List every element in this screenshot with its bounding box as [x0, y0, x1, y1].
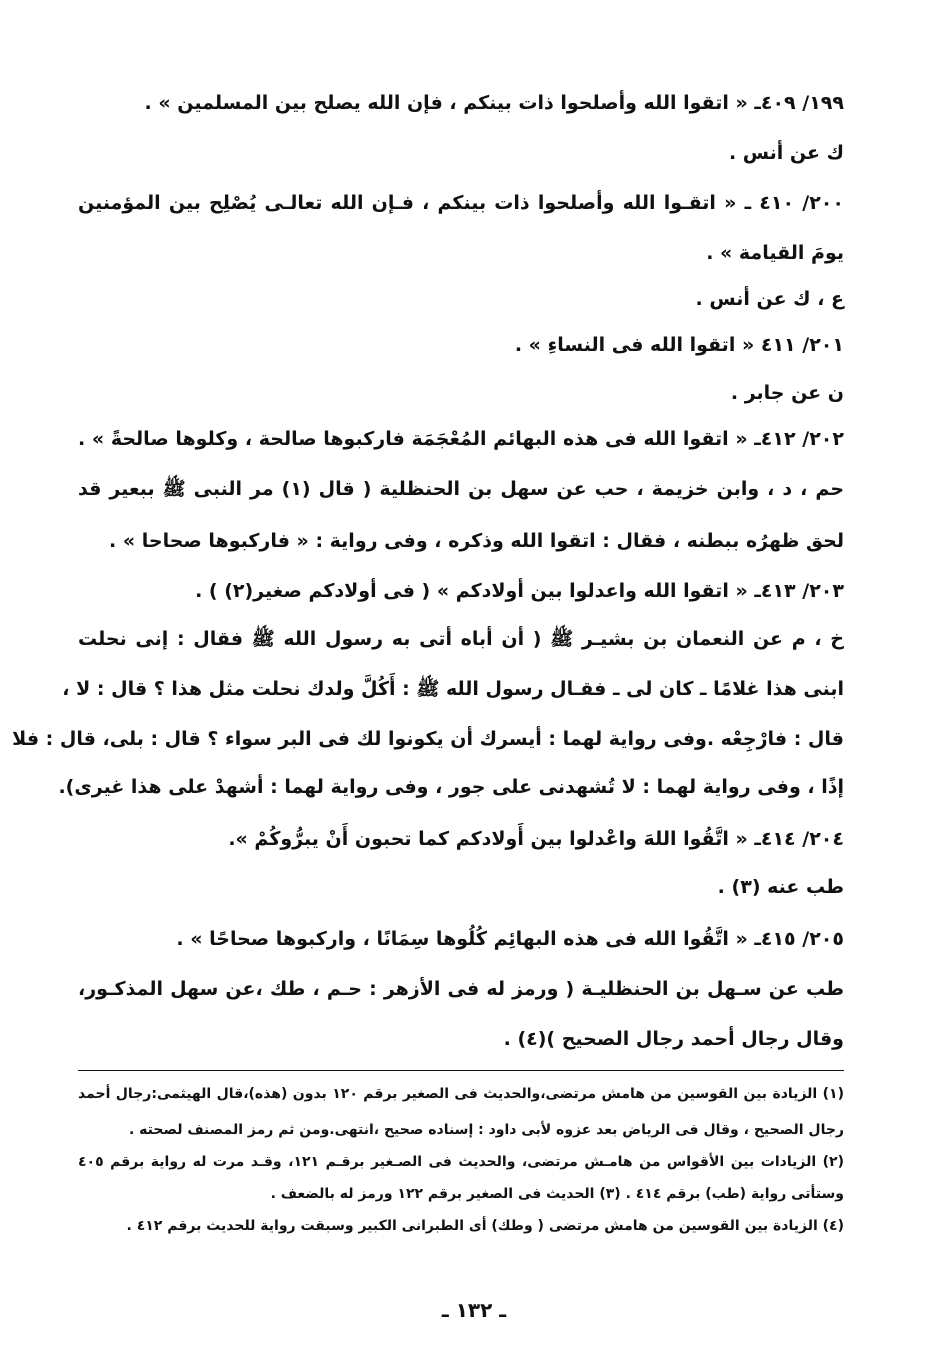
hadith-203-text: ٢٠٣/ ٤١٣ـ « اتقوا الله واعدلوا بين أولادكم » ( فى أولادكم صغير(٢) ) . — [195, 580, 844, 602]
page-number: ـ ١٣٢ ـ — [441, 1298, 507, 1322]
hadith-200-text-line1: ٢٠٠/ ٤١٠ ـ « اتقـوا الله وأصلحوا ذات بينكم ، فـإن الله تعالـى يُصْلِح بين المؤمنين — [78, 192, 844, 214]
hadith-205-source-line1: طب عن سـهل بن الحنظليـة ( ورمز له فى الأزهر : حـم ، طك ،عن سهل المذكـور، — [78, 978, 844, 1000]
hadith-199-text: ١٩٩/ ٤٠٩ـ « اتقوا الله وأصلحوا ذات بينكم ، فإن الله يصلح بين المسلمين » . — [144, 92, 844, 114]
hadith-202-text: ٢٠٢/ ٤١٢ـ « اتقوا الله فى هذه البهائم المُعْجَمَة فاركبوها صالحة ، وكلوها صالحةً » . — [78, 428, 844, 450]
footnote-4: (٤) الزيادة بين القوسين من هامش مرتضى ( وطك) أى الطبرانى الكبير وسبقت رواية للحديث برقم ٤١٢ . — [126, 1218, 844, 1234]
hadith-203-source-line1: خ ، م عن النعمان بن بشيـر ﷺ ( أن أباه أتى به رسول الله ﷺ فقال : إنى نحلت — [78, 628, 844, 650]
hadith-202-source-line1: حم ، د ، وابن خزيمة ، حب عن سهل بن الحنظلية ( قال (١) مر النبى ﷺ ببعير قد — [78, 478, 845, 500]
footnote-2-line1: (٢) الزيادات بين الأقواس من هامـش مرتضى، والحديث فى الصـغير برقـم ١٢١، وقـد مرت له رواية برقم ٤٠٥ — [78, 1154, 844, 1170]
footnote-divider — [78, 1070, 844, 1071]
hadith-205-source-line2: وقال رجال أحمد رجال الصحيح )(٤) . — [503, 1028, 844, 1050]
footnote-1-line1: (١) الزيادة بين القوسين من هامش مرتضى،والحديث فى الصغير برقم ١٢٠ بدون (هذه)،قال الهيثمى:رجال أحمد — [78, 1086, 844, 1102]
footnote-2-3-line: وستأتى رواية (طب) برقم ٤١٤ . (٣) الحديث فى الصغير برقم ١٢٢ ورمز له بالضعف . — [270, 1186, 844, 1202]
hadith-201-source: ن عن جابر . — [730, 382, 844, 404]
hadith-203-source-line3: قال : فارْجِعْه .وفى رواية لهما : أيسرك أن يكونوا لك فى البر سواء ؟ قال : بلى، قال : فلا — [12, 728, 844, 750]
footnote-1-line2: رجال الصحيح ، وقال فى الرياض بعد عزوه لأبى داود : إسناده صحيح ،انتهى.ومن ثم رمز المصنف لصحته . — [128, 1122, 844, 1138]
hadith-200-text-line2: يومَ القيامة » . — [706, 242, 844, 264]
hadith-205-text: ٢٠٥/ ٤١٥ـ « اتَّقُوا الله فى هذه البهائِم كُلُوها سِمَانًا ، واركبوها صحاحًا » . — [176, 928, 844, 950]
hadith-204-source: طب عنه (٣) . — [717, 876, 844, 898]
hadith-203-source-line2: ابنى هذا غلامًا ـ كان لى ـ فقـال رسول الله ﷺ : أَكُلَّ ولدك نحلت مثل هذا ؟ قال : لا ، — [62, 678, 844, 700]
hadith-199-source: ك عن أنس . — [728, 142, 844, 164]
hadith-203-source-line4: إذًا ، وفى رواية لهما : لا تُشهدنى على جور ، وفى رواية لهما : أشهدْ على هذا غيرى). — [58, 776, 844, 798]
hadith-201-text: ٢٠١/ ٤١١ « اتقوا الله فى النساءِ » . — [514, 334, 844, 356]
hadith-204-text: ٢٠٤/ ٤١٤ـ « اتَّقُوا اللهَ واعْدلوا بين أَولادكم كما تحبون أَنْ يبرُّوكُمْ ». — [228, 828, 844, 850]
hadith-200-source: ع ، ك عن أنس . — [695, 288, 844, 310]
hadith-202-source-line2: لحق ظهرُه ببطنه ، فقال : اتقوا الله وذكره ، وفى رواية : « فاركبوها صحاحا » . — [109, 530, 844, 552]
